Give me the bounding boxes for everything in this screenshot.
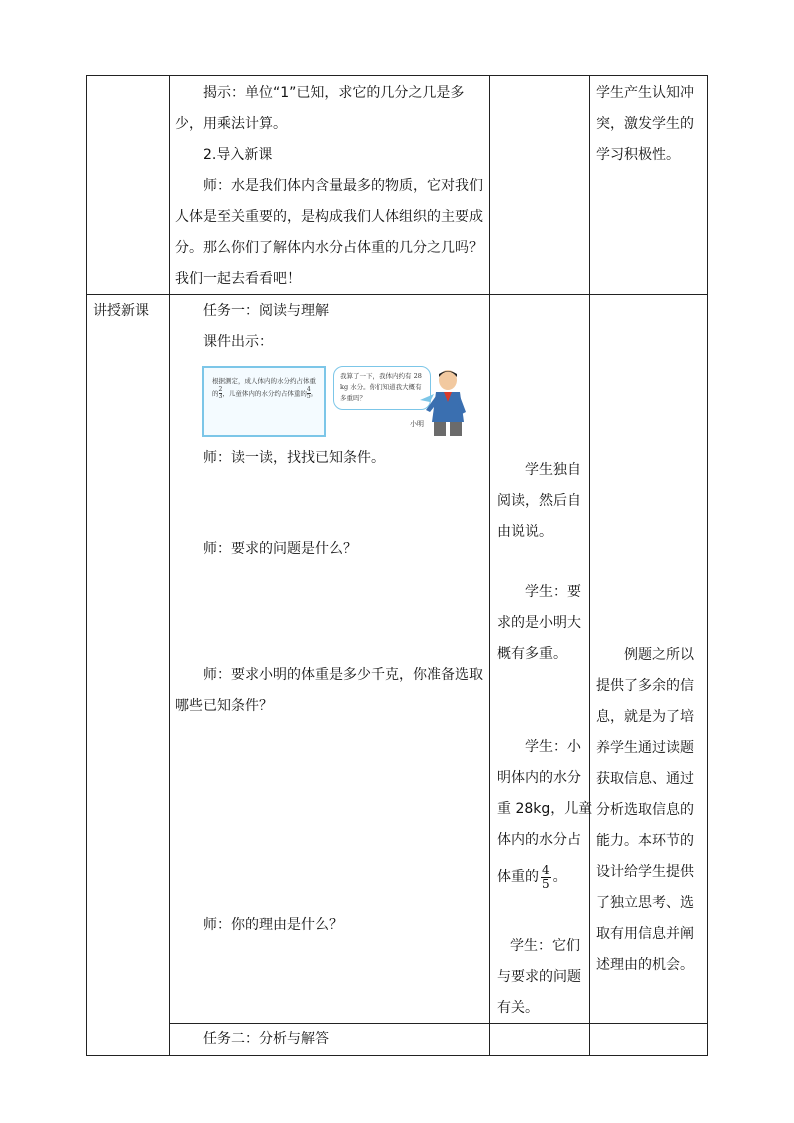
teacher-question: 哪些已知条件？ bbox=[175, 698, 273, 714]
design-note-line: 分析选取信息的 bbox=[596, 802, 694, 818]
fraction bbox=[541, 864, 551, 891]
task-heading: 任务一：阅读与理解 bbox=[203, 303, 329, 319]
table-col-divider bbox=[489, 75, 490, 1056]
info-card bbox=[202, 366, 326, 437]
table-border-bottom bbox=[86, 1055, 708, 1056]
student-response: 有关。 bbox=[497, 1000, 539, 1016]
bubble-tail bbox=[420, 394, 434, 402]
student-response-text: 。 bbox=[552, 869, 567, 885]
student-response: 重 28kg，儿童 bbox=[497, 801, 593, 817]
table-border-left bbox=[86, 75, 87, 1056]
student-response: 体内的水分占 bbox=[497, 832, 581, 848]
teacher-question: 师：要求的问题是什么？ bbox=[203, 541, 357, 557]
fraction-denominator: 3 bbox=[218, 393, 223, 400]
paragraph-line: 少，用乘法计算。 bbox=[175, 116, 287, 132]
design-note-line: 获取信息、通过 bbox=[596, 771, 694, 787]
note-line: 学习积极性。 bbox=[596, 147, 680, 163]
section-heading: 2.导入新课 bbox=[203, 147, 273, 163]
design-note-line: 息，就是为了培 bbox=[596, 709, 694, 725]
table-border-top bbox=[86, 75, 708, 76]
student-response: 学生：要 bbox=[525, 584, 581, 600]
student-response: 概有多重。 bbox=[497, 646, 567, 662]
paragraph-line: 我们一起去看看吧！ bbox=[175, 271, 301, 287]
speech-bubble-text: 我算了一下，我体内约有 28 kg 水分。你们知道我大概有多重吗？ bbox=[340, 372, 422, 402]
student-response: 求的是小明大 bbox=[497, 615, 581, 631]
table-border-right bbox=[707, 75, 708, 1056]
student-response: 由说说。 bbox=[497, 524, 553, 540]
paragraph-line: 人体是至关重要的，是构成我们人体组织的主要成 bbox=[175, 209, 483, 225]
fraction-denominator: 5 bbox=[306, 393, 311, 400]
design-note-line: 例题之所以 bbox=[624, 647, 694, 663]
paragraph-line: 分。那么你们了解体内水分占体重的几分之几吗？ bbox=[175, 240, 483, 256]
paragraph-line: 师：水是我们体内含量最多的物质，它对我们 bbox=[203, 178, 483, 194]
courseware-label: 课件出示： bbox=[203, 334, 273, 350]
student-response: 与要求的问题 bbox=[497, 969, 581, 985]
student-leg bbox=[434, 422, 446, 436]
teacher-question: 师：你的理由是什么？ bbox=[203, 917, 343, 933]
student-response: 阅读，然后自 bbox=[497, 493, 581, 509]
design-note-line: 了独立思考、选 bbox=[596, 895, 694, 911]
info-text: 根据测定，成人体内的水分约占体重的 bbox=[212, 377, 316, 398]
note-line: 学生产生认知冲 bbox=[596, 85, 694, 101]
design-note-line: 述理由的机会。 bbox=[596, 957, 694, 973]
note-line: 突，激发学生的 bbox=[596, 116, 694, 132]
fraction-denominator: 5 bbox=[542, 876, 550, 891]
info-text: 。 bbox=[310, 389, 318, 398]
student-figure bbox=[420, 368, 482, 438]
info-text: ，儿童体内的水分约占体重的 bbox=[222, 389, 307, 398]
student-response: 学生独自 bbox=[525, 462, 581, 478]
student-leg bbox=[450, 422, 462, 436]
student-response bbox=[497, 862, 567, 893]
stage-label: 讲授新课 bbox=[93, 303, 149, 319]
table-col-divider bbox=[169, 75, 170, 1056]
paragraph-line: 揭示：单位“1”已知，求它的几分之几是多 bbox=[203, 85, 465, 101]
fraction-numerator: 2 bbox=[218, 386, 223, 393]
student-response: 学生：它们 bbox=[510, 938, 580, 954]
design-note-line: 能力。本环节的 bbox=[596, 833, 694, 849]
info-card-text bbox=[212, 376, 320, 400]
fraction-numerator: 4 bbox=[542, 862, 550, 877]
design-note-line: 设计给学生提供 bbox=[596, 864, 694, 880]
teacher-question: 师：要求小明的体重是多少千克，你准备选取 bbox=[203, 667, 483, 683]
design-note-line: 养学生通过读题 bbox=[596, 740, 694, 756]
speech-bubble bbox=[333, 366, 431, 410]
design-note-line: 提供了多余的信 bbox=[596, 678, 694, 694]
teacher-question: 师：读一读，找找已知条件。 bbox=[203, 450, 385, 466]
fraction-numerator: 4 bbox=[306, 386, 311, 393]
student-response-text: 体重的 bbox=[497, 869, 539, 885]
student-name-label: 小明 bbox=[410, 420, 424, 428]
design-note-line: 取有用信息并阐 bbox=[596, 926, 694, 942]
student-response: 学生：小 bbox=[525, 739, 581, 755]
task-heading: 任务二：分析与解答 bbox=[203, 1031, 329, 1047]
table-col-divider bbox=[589, 75, 590, 1056]
student-response: 明体内的水分 bbox=[497, 770, 581, 786]
